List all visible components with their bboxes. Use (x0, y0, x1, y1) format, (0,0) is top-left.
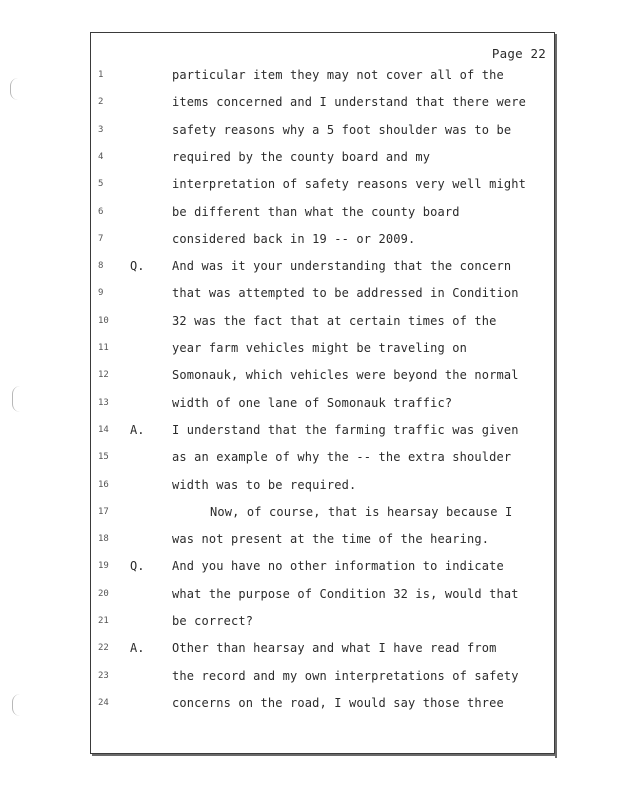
line-text: considered back in 19 -- or 2009. (172, 231, 416, 246)
transcript-line (0, 230, 560, 250)
line-number: 24 (98, 697, 109, 708)
line-text: And you have no other information to indicate (172, 559, 504, 574)
line-text: that was attempted to be addressed in Condition (172, 286, 519, 301)
line-text: as an example of why the -- the extra shoulder (172, 450, 512, 465)
line-number: 21 (98, 616, 109, 626)
line-text: safety reasons why a 5 foot shoulder was to be (172, 122, 512, 137)
line-text: required by the county board and my (172, 149, 431, 164)
transcript-line (0, 203, 560, 223)
transcript-line (0, 366, 560, 386)
speaker-label: A. (130, 641, 145, 656)
line-number: 19 (98, 561, 109, 572)
line-text: be correct? (172, 614, 254, 628)
line-number: 2 (98, 97, 104, 108)
line-text: year farm vehicles might be traveling on (172, 341, 467, 355)
transcript-line (0, 339, 560, 359)
line-text: interpretation of safety reasons very well might (172, 177, 526, 192)
line-text: And was it your understanding that the concern (172, 259, 512, 274)
line-number: 7 (98, 233, 104, 244)
line-number: 9 (98, 288, 104, 299)
speaker-label: A. (130, 422, 145, 437)
line-text: width was to be required. (172, 477, 357, 492)
line-text: be different than what the county board (172, 204, 460, 219)
line-number: 11 (98, 343, 109, 353)
transcript-line (0, 476, 560, 496)
transcript-line (0, 530, 560, 550)
speaker-label: Q. (130, 259, 145, 274)
page-number: Page 22 (491, 46, 546, 61)
transcript-line (0, 503, 560, 523)
line-number: 17 (98, 506, 109, 517)
transcript-line (0, 284, 560, 304)
line-number: 23 (98, 670, 109, 681)
line-number: 5 (98, 179, 104, 190)
line-text: Somonauk, which vehicles were beyond the normal (172, 368, 519, 383)
line-number: 12 (98, 370, 109, 381)
transcript-line (0, 148, 560, 168)
line-number: 20 (98, 588, 109, 599)
line-text: Now, of course, that is hearsay because I (210, 504, 513, 519)
transcript-line (0, 93, 560, 113)
transcript-line (0, 639, 560, 659)
line-text: width of one lane of Somonauk traffic? (172, 395, 453, 410)
transcript-line (0, 612, 560, 632)
line-text: was not present at the time of the hearing. (172, 532, 490, 547)
line-number: 14 (98, 424, 109, 435)
transcript-line (0, 121, 560, 141)
line-number: 18 (98, 534, 109, 545)
line-number: 8 (98, 261, 104, 272)
transcript-line (0, 312, 560, 332)
line-text: what the purpose of Condition 32 is, would that (172, 586, 519, 601)
line-text: Other than hearsay and what I have read from (172, 641, 497, 656)
line-text: concerns on the road, I would say those three (172, 695, 504, 710)
frame-edge-bottom (92, 754, 557, 756)
transcript-line (0, 421, 560, 441)
line-number: 15 (98, 452, 109, 463)
transcript-line (0, 585, 560, 605)
line-number: 1 (98, 70, 104, 80)
line-text: I understand that the farming traffic was given (172, 422, 519, 437)
line-text: items concerned and I understand that there were (172, 95, 526, 110)
transcript-line (0, 557, 560, 577)
line-number: 4 (98, 151, 104, 162)
transcript-line (0, 66, 560, 86)
line-text: 32 was the fact that at certain times of the (172, 313, 497, 328)
line-text: the record and my own interpretations of safety (172, 668, 519, 683)
line-number: 3 (98, 124, 104, 135)
line-number: 13 (98, 397, 109, 408)
transcript-line (0, 394, 560, 414)
line-number: 16 (98, 479, 109, 490)
line-text: particular item they may not cover all of the (172, 68, 504, 82)
line-number: 10 (98, 315, 109, 326)
transcript-line (0, 448, 560, 468)
transcript-line (0, 175, 560, 195)
transcript-line (0, 694, 560, 714)
line-number: 22 (98, 643, 109, 654)
line-number: 6 (98, 206, 104, 217)
transcript-line (0, 667, 560, 687)
speaker-label: Q. (130, 559, 145, 574)
transcript-line (0, 257, 560, 277)
